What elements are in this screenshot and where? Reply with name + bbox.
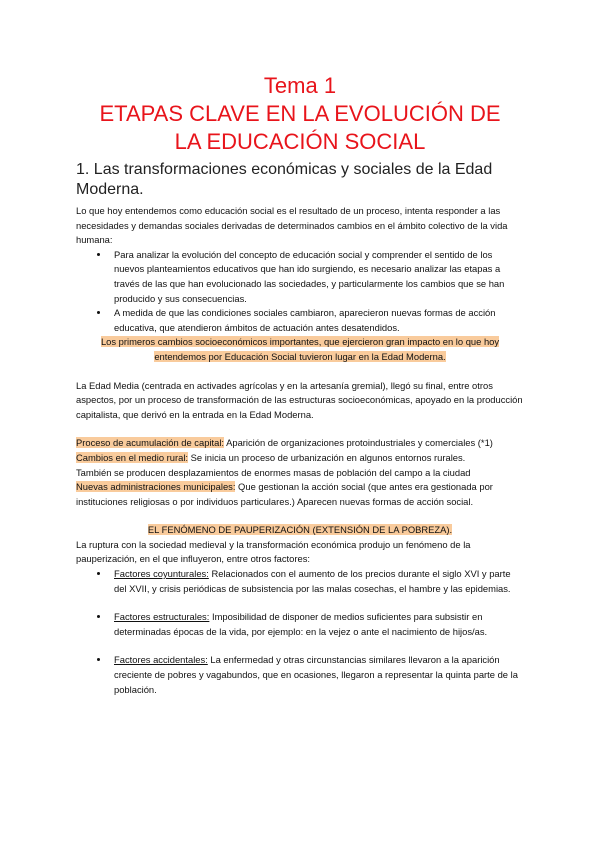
factor-item	[110, 653, 524, 697]
pauperization-heading-wrap	[76, 523, 524, 538]
label-capital: Proceso de acumulación de capital:	[76, 437, 225, 449]
process-capital	[76, 436, 524, 451]
process-rural	[76, 451, 524, 466]
title-line-3: LA EDUCACIÓN SOCIAL	[174, 129, 426, 154]
factor-list	[76, 610, 524, 639]
section-heading: 1. Las transformaciones económicas y sociales de la Edad Moderna.	[76, 161, 493, 198]
highlight-paragraph	[76, 335, 524, 364]
factor-text: La enfermedad y otras circunstancias similares llevaron a la aparición creciente de pobres y vagabundos, que en ocasiones, llegaron a representar la quinta parte de la población.	[114, 654, 518, 695]
label-rural: Cambios en el medio rural:	[76, 451, 189, 463]
text-municipal: Que gestionan la acción social (que antes era gestionada por instituciones religiosas o por individuos particulares.) Aparecen nuevas formas de acción social.	[76, 481, 493, 507]
intro-paragraph: Lo que hoy entendemos como educación social es el resultado de un proceso, intenta responder a las necesidades y demandas sociales derivadas de determinados cambios en el ámbito colectivo de la vida humana:	[76, 205, 508, 246]
factor-item	[110, 610, 524, 639]
label-municipal: Nuevas administraciones municipales:	[76, 481, 236, 493]
highlighted-text: Los primeros cambios socioeconómicos importantes, que ejercieron gran impacto en lo que hoy entendemos por Educación Social tuvieron lugar en la Edad Moderna.	[100, 336, 500, 362]
text-rural: Se inicia un proceso de urbanización en algunos entornos rurales.	[188, 451, 466, 463]
title-line-1: Tema 1	[263, 73, 337, 98]
factor-text: Imposibilidad de disponer de medios suficientes para subsistir en determinadas épocas de la vida, por ejemplo: en la vejez o ante el nacimiento de hijos/as.	[114, 611, 488, 637]
list-item: • Para analizar la evolución del concepto de educación social y comprender el sentido de los nuevos planteamientos educativos que han ido surgiendo, es necesario analizar las etapas a través de las que han evolucionado las sociedades, y particularmente los cambios que se han producido y sus consecuencias.	[110, 248, 524, 306]
factor-label: Factores estructurales:	[114, 611, 210, 623]
intro-bullets	[76, 248, 524, 336]
factor-list	[76, 567, 524, 596]
factor-text: Relacionados con el aumento de los precios durante el siglo XVI y parte del XVII, y crisis periódicas de subsistencia por las malas cosechas, el hambre y las epidemias.	[114, 568, 511, 594]
process-municipal	[76, 480, 524, 509]
pauperization-intro: La ruptura con la sociedad medieval y la transformación económica produjo un fenómeno de la pauperización, en el que influyeron, entre otros factores:	[76, 538, 471, 565]
factor-item	[110, 567, 524, 596]
pauperization-heading: EL FENÓMENO DE PAUPERIZACIÓN (EXTENSIÓN DE LA POBREZA).	[147, 524, 453, 536]
factor-label: Factores coyunturales:	[114, 568, 209, 580]
doc-title	[76, 72, 524, 156]
middle-ages-paragraph: La Edad Media (centrada en activades agrícolas y en la artesanía gremial), llegó su final, entre otros aspectos, por un proceso de transformación de las estructuras socioeconómicas, apoyado en la producción capitalista, que derivó en la entrada en la Edad Moderna.	[76, 379, 523, 420]
factor-label: Factores accidentales:	[114, 654, 208, 666]
title-line-2: ETAPAS CLAVE EN LA EVOLUCIÓN DE	[99, 101, 501, 126]
factor-list	[76, 653, 524, 697]
process-rural-extra: También se producen desplazamientos de enormes masas de población del campo a la ciudad	[76, 466, 471, 478]
text-capital: Aparición de organizaciones protoindustriales y comerciales (*1)	[224, 437, 493, 449]
list-item: • A medida de que las condiciones sociales cambiaron, aparecieron nuevas formas de acción educativa, que atendieron ámbitos de actuación antes desatendidos.	[110, 306, 524, 335]
